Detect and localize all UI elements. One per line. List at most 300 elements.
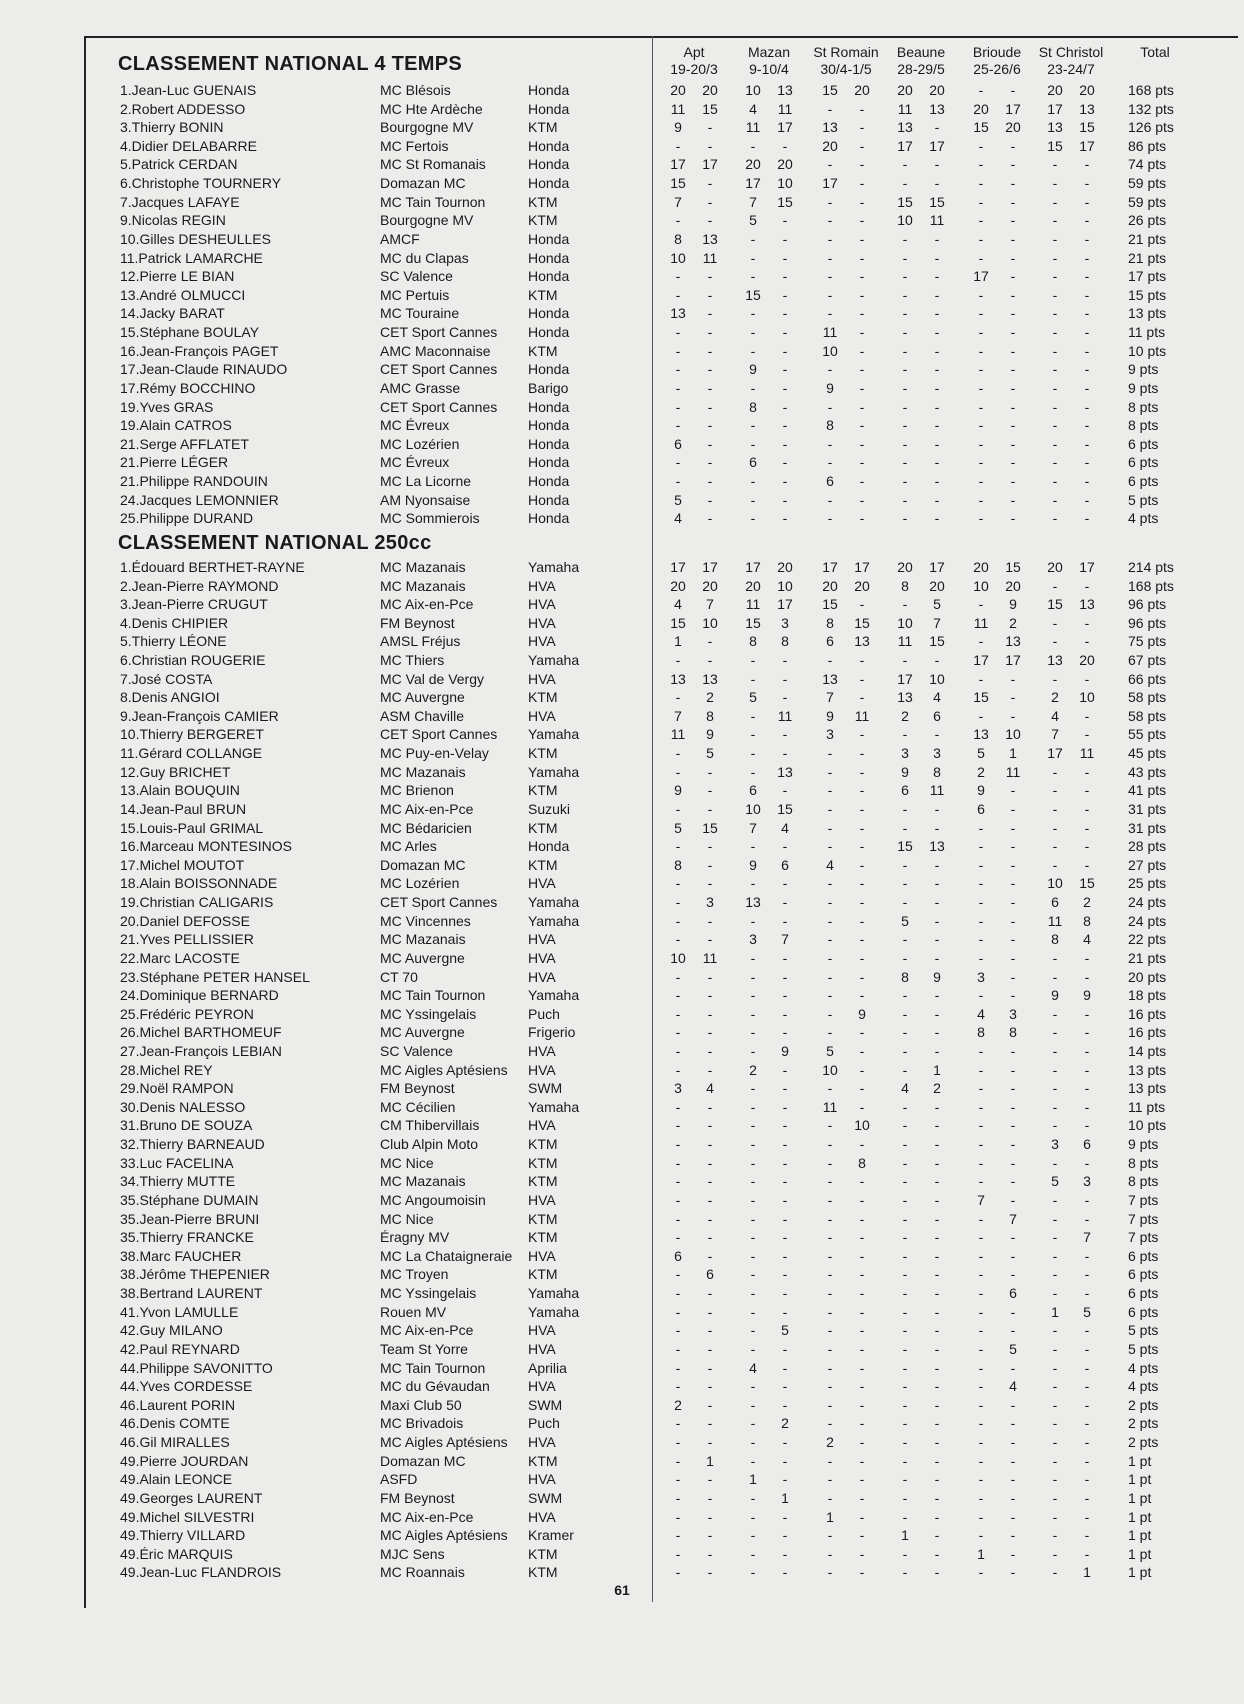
score-cell: -: [1010, 1266, 1016, 1283]
score-cell: 7: [674, 193, 682, 210]
score-cell: -: [782, 342, 788, 359]
score-cell: -: [827, 1136, 833, 1153]
table-row: [0, 360, 1244, 379]
score-cell: -: [859, 249, 865, 266]
score-cell: -: [707, 454, 713, 471]
score-cell: -: [934, 1489, 940, 1506]
score-cell: -: [1084, 324, 1090, 341]
score-cell: -: [1010, 1527, 1016, 1544]
score-cell: -: [1010, 212, 1016, 229]
club-name: MC La Licorne: [380, 473, 472, 490]
score-cell: 20: [929, 82, 945, 98]
score-cell: -: [902, 1061, 908, 1078]
score-cell: 9: [781, 1043, 789, 1059]
score-cell: -: [750, 1043, 756, 1059]
table-row: [0, 800, 1244, 819]
score-cell: -: [782, 987, 788, 1004]
motorcycle-brand: HVA: [528, 1378, 556, 1395]
score-cell: -: [934, 1359, 940, 1376]
score-cell: -: [750, 838, 756, 855]
score-cell: -: [827, 838, 833, 855]
score-cell: 20: [897, 82, 913, 98]
score-cell: -: [859, 1545, 865, 1562]
score-cell: -: [782, 305, 788, 322]
table-row: [0, 286, 1244, 305]
score-cell: -: [978, 1489, 984, 1506]
score-cell: -: [707, 193, 713, 210]
score-cell: -: [978, 1247, 984, 1264]
score-cell: -: [750, 137, 756, 154]
score-cell: -: [827, 1303, 833, 1320]
total-points: 43 pts: [1128, 763, 1167, 780]
score-cell: 10: [1047, 875, 1063, 892]
score-cell: 2: [901, 707, 909, 724]
score-cell: -: [782, 894, 788, 911]
score-cell: -: [675, 1285, 681, 1302]
score-cell: -: [934, 1266, 940, 1283]
score-cell: -: [675, 361, 681, 378]
score-cell: -: [934, 510, 940, 527]
score-cell: 11: [702, 949, 718, 966]
score-cell: 8: [706, 707, 714, 724]
motorcycle-brand: Yamaha: [528, 987, 580, 1004]
score-cell: -: [978, 707, 984, 724]
score-cell: 3: [826, 726, 834, 743]
rider-name: 42.Paul REYNARD: [120, 1340, 240, 1357]
table-row: [0, 491, 1244, 510]
club-name: MC Aigles Aptésiens: [380, 1527, 508, 1544]
score-cell: -: [934, 435, 940, 452]
score-cell: 8: [858, 1154, 866, 1171]
score-cell: 13: [929, 100, 945, 117]
club-name: Maxi Club 50: [380, 1396, 462, 1413]
table-row: [0, 193, 1244, 212]
score-cell: -: [1052, 1527, 1058, 1544]
motorcycle-brand: KTM: [528, 212, 558, 229]
club-name: MC Auvergne: [380, 1024, 465, 1041]
score-cell: -: [707, 1043, 713, 1059]
score-cell: 1: [781, 1489, 789, 1506]
score-cell: 1: [1083, 1564, 1091, 1581]
score-cell: 7: [1051, 726, 1059, 743]
score-cell: 8: [1009, 1024, 1017, 1041]
score-cell: -: [934, 931, 940, 948]
score-cell: -: [707, 800, 713, 817]
score-cell: -: [859, 1061, 865, 1078]
score-cell: -: [902, 1564, 908, 1581]
score-cell: -: [934, 1378, 940, 1395]
score-cell: -: [707, 651, 713, 668]
score-cell: 9: [858, 1005, 866, 1022]
score-cell: -: [827, 800, 833, 817]
score-cell: -: [1084, 1285, 1090, 1302]
score-cell: -: [978, 1396, 984, 1413]
score-cell: 10: [670, 249, 686, 266]
score-cell: -: [750, 670, 756, 687]
table-row: [0, 1172, 1244, 1191]
score-cell: -: [1010, 1545, 1016, 1562]
score-cell: -: [707, 1024, 713, 1041]
score-cell: -: [750, 1508, 756, 1525]
rider-name: 1.Jean-Luc GUENAIS: [120, 82, 257, 98]
score-cell: -: [902, 510, 908, 527]
total-points: 58 pts: [1128, 689, 1167, 706]
score-cell: -: [675, 651, 681, 668]
club-name: AMC Maconnaise: [380, 342, 491, 359]
score-cell: -: [675, 1043, 681, 1059]
score-cell: -: [782, 1117, 788, 1134]
rider-name: 2.Robert ADDESSO: [120, 100, 246, 117]
score-cell: -: [782, 1173, 788, 1190]
score-cell: -: [827, 894, 833, 911]
rider-name: 10.Thierry BERGERET: [120, 726, 264, 743]
score-cell: -: [1084, 1024, 1090, 1041]
motorcycle-brand: KTM: [528, 1452, 558, 1469]
score-cell: -: [1010, 379, 1016, 396]
score-cell: -: [1084, 1471, 1090, 1488]
score-cell: 20: [1047, 558, 1063, 575]
score-cell: -: [675, 1564, 681, 1581]
score-cell: -: [707, 968, 713, 985]
score-cell: -: [782, 912, 788, 929]
score-cell: -: [1010, 1434, 1016, 1451]
total-points: 24 pts: [1128, 912, 1167, 929]
score-cell: 17: [702, 558, 718, 575]
score-cell: -: [750, 1024, 756, 1041]
score-cell: -: [1052, 156, 1058, 173]
motorcycle-brand: Yamaha: [528, 763, 580, 780]
rider-name: 21.Yves PELLISSIER: [120, 931, 254, 948]
score-cell: -: [782, 1285, 788, 1302]
motorcycle-brand: Yamaha: [528, 651, 580, 668]
score-cell: -: [1084, 1415, 1090, 1432]
rider-name: 9.Jean-François CAMIER: [120, 707, 279, 724]
score-cell: 17: [1079, 137, 1095, 154]
score-cell: 4: [674, 510, 682, 527]
score-cell: 6: [826, 473, 834, 490]
score-cell: -: [827, 1024, 833, 1041]
motorcycle-brand: HVA: [528, 1322, 556, 1339]
table-row: [0, 1508, 1244, 1527]
club-name: FM Beynost: [380, 614, 455, 631]
motorcycle-brand: KTM: [528, 1173, 558, 1190]
score-cell: -: [934, 800, 940, 817]
score-cell: -: [707, 782, 713, 799]
score-cell: -: [934, 1340, 940, 1357]
club-name: Bourgogne MV: [380, 119, 474, 136]
motorcycle-brand: KTM: [528, 745, 558, 762]
club-name: SC Valence: [380, 1043, 453, 1059]
score-cell: -: [859, 175, 865, 192]
score-cell: -: [978, 193, 984, 210]
motorcycle-brand: HVA: [528, 670, 556, 687]
score-cell: -: [859, 800, 865, 817]
score-cell: 15: [973, 119, 989, 136]
table-row: [0, 211, 1244, 230]
score-cell: -: [827, 1154, 833, 1171]
table-row: [0, 1116, 1244, 1135]
rider-name: 30.Denis NALESSO: [120, 1098, 246, 1115]
score-cell: 13: [1079, 100, 1095, 117]
table-row: [0, 781, 1244, 800]
score-cell: -: [707, 1359, 713, 1376]
total-points: 21 pts: [1128, 230, 1167, 247]
score-cell: -: [978, 1340, 984, 1357]
score-cell: 5: [749, 689, 757, 706]
score-cell: -: [827, 1415, 833, 1432]
score-cell: -: [978, 398, 984, 415]
rider-name: 25.Frédéric PEYRON: [120, 1005, 254, 1022]
score-cell: -: [782, 379, 788, 396]
score-cell: -: [707, 305, 713, 322]
total-points: 16 pts: [1128, 1005, 1167, 1022]
score-cell: 2: [749, 1061, 757, 1078]
score-cell: -: [827, 1080, 833, 1097]
score-cell: -: [902, 324, 908, 341]
rider-name: 11.Gérard COLLANGE: [120, 745, 263, 762]
score-cell: -: [707, 1005, 713, 1022]
score-cell: -: [707, 268, 713, 285]
score-cell: -: [934, 1415, 940, 1432]
score-cell: 13: [745, 894, 761, 911]
total-points: 21 pts: [1128, 249, 1167, 266]
club-name: MC Tain Tournon: [380, 193, 486, 210]
club-name: MC Roannais: [380, 1564, 465, 1581]
score-cell: -: [902, 1396, 908, 1413]
rider-name: 17.Jean-Claude RINAUDO: [120, 361, 288, 378]
table-row: [0, 1563, 1244, 1582]
score-cell: -: [1084, 1545, 1090, 1562]
score-cell: -: [902, 726, 908, 743]
score-cell: -: [934, 342, 940, 359]
motorcycle-brand: Honda: [528, 491, 570, 508]
club-name: MC Bédaricien: [380, 819, 472, 836]
score-cell: -: [934, 1322, 940, 1339]
score-cell: -: [978, 1285, 984, 1302]
score-cell: -: [902, 1173, 908, 1190]
score-cell: -: [707, 1489, 713, 1506]
score-cell: 17: [1005, 100, 1021, 117]
score-cell: -: [827, 1527, 833, 1544]
score-cell: 15: [702, 819, 718, 836]
score-cell: 11: [929, 212, 945, 229]
rider-name: 24.Dominique BERNARD: [120, 987, 279, 1004]
score-cell: -: [978, 491, 984, 508]
club-name: MC Aigles Aptésiens: [380, 1061, 508, 1078]
score-cell: -: [1010, 193, 1016, 210]
score-cell: -: [827, 1359, 833, 1376]
table-row: [0, 1359, 1244, 1378]
club-name: MC Fertois: [380, 137, 449, 154]
score-cell: -: [859, 491, 865, 508]
motorcycle-brand: HVA: [528, 1043, 556, 1059]
score-cell: -: [675, 1136, 681, 1153]
score-cell: -: [978, 1136, 984, 1153]
score-cell: 10: [854, 1117, 870, 1134]
score-cell: -: [859, 435, 865, 452]
club-name: MC Aix-en-Pce: [380, 1508, 474, 1525]
score-cell: -: [707, 361, 713, 378]
score-cell: -: [1084, 1508, 1090, 1525]
total-points: 6 pts: [1128, 473, 1159, 490]
club-name: MC Arles: [380, 838, 437, 855]
score-cell: -: [707, 763, 713, 780]
score-cell: 15: [1047, 596, 1063, 613]
score-cell: 3: [1083, 1173, 1091, 1190]
score-cell: -: [782, 435, 788, 452]
score-cell: -: [782, 1434, 788, 1451]
rider-name: 5.Patrick CERDAN: [120, 156, 238, 173]
score-cell: -: [1084, 398, 1090, 415]
score-cell: -: [675, 342, 681, 359]
section-title: CLASSEMENT NATIONAL 4 TEMPS: [118, 53, 463, 75]
score-cell: 2: [1009, 614, 1017, 631]
score-cell: -: [934, 1043, 940, 1059]
score-cell: 20: [897, 558, 913, 575]
score-cell: -: [1084, 577, 1090, 594]
table-row: [0, 304, 1244, 323]
table-row: [0, 472, 1244, 491]
score-cell: -: [859, 305, 865, 322]
score-cell: -: [707, 342, 713, 359]
club-name: CET Sport Cannes: [380, 398, 498, 415]
total-points: 59 pts: [1128, 175, 1167, 192]
score-cell: -: [827, 1173, 833, 1190]
table-row: [0, 1228, 1244, 1247]
table-row: [0, 651, 1244, 670]
score-cell: -: [1010, 510, 1016, 527]
table-row: [0, 1154, 1244, 1173]
score-cell: -: [1084, 361, 1090, 378]
score-cell: 4: [749, 1359, 757, 1376]
score-cell: -: [827, 1489, 833, 1506]
total-points: 168 pts: [1128, 577, 1174, 594]
score-cell: -: [978, 1303, 984, 1320]
table-row: [0, 1452, 1244, 1471]
score-cell: -: [1010, 1322, 1016, 1339]
total-points: 58 pts: [1128, 707, 1167, 724]
column-header-dates: 25-26/6: [973, 61, 1021, 77]
score-cell: 10: [702, 614, 718, 631]
score-cell: -: [675, 1452, 681, 1469]
score-cell: -: [902, 1359, 908, 1376]
score-cell: -: [750, 510, 756, 527]
score-cell: -: [1010, 361, 1016, 378]
score-cell: 13: [897, 119, 913, 136]
score-cell: 17: [929, 137, 945, 154]
score-cell: -: [750, 1378, 756, 1395]
score-cell: -: [978, 838, 984, 855]
score-cell: -: [1084, 175, 1090, 192]
score-cell: -: [902, 491, 908, 508]
score-cell: -: [934, 156, 940, 173]
score-cell: -: [934, 875, 940, 892]
table-row: [0, 558, 1244, 577]
club-name: AMCF: [380, 230, 420, 247]
motorcycle-brand: HVA: [528, 1471, 556, 1488]
score-cell: -: [827, 1545, 833, 1562]
score-cell: -: [750, 1303, 756, 1320]
score-cell: -: [1084, 856, 1090, 873]
score-cell: -: [1084, 1527, 1090, 1544]
club-name: CET Sport Cannes: [380, 726, 498, 743]
score-cell: -: [782, 1471, 788, 1488]
score-cell: 15: [1079, 875, 1095, 892]
score-cell: -: [1010, 268, 1016, 285]
score-cell: 3: [901, 745, 909, 762]
score-cell: -: [782, 949, 788, 966]
motorcycle-brand: KTM: [528, 1545, 558, 1562]
score-cell: -: [1052, 1322, 1058, 1339]
score-cell: 9: [1083, 987, 1091, 1004]
score-cell: -: [675, 1415, 681, 1432]
score-cell: -: [707, 1210, 713, 1227]
score-cell: -: [1084, 1154, 1090, 1171]
column-header: [1031, 44, 1111, 78]
score-cell: -: [934, 1117, 940, 1134]
score-cell: -: [902, 651, 908, 668]
score-cell: -: [675, 800, 681, 817]
score-cell: 15: [897, 838, 913, 855]
total-points: 2 pts: [1128, 1415, 1159, 1432]
score-cell: 20: [1079, 651, 1095, 668]
score-cell: 13: [670, 670, 686, 687]
score-cell: 7: [1009, 1210, 1017, 1227]
score-cell: -: [902, 268, 908, 285]
table-row: [0, 379, 1244, 398]
rider-name: 13.Alain BOUQUIN: [120, 782, 240, 799]
table-row: [0, 509, 1244, 528]
score-cell: -: [1084, 268, 1090, 285]
score-cell: -: [1052, 577, 1058, 594]
score-cell: -: [1052, 670, 1058, 687]
score-cell: -: [1052, 633, 1058, 650]
score-cell: 10: [822, 1061, 838, 1078]
score-cell: 17: [777, 119, 793, 136]
score-cell: 8: [977, 1024, 985, 1041]
club-name: MC Touraine: [380, 305, 460, 322]
score-cell: -: [707, 633, 713, 650]
table-row: [0, 1377, 1244, 1396]
club-name: MC Sommierois: [380, 510, 480, 527]
score-cell: -: [675, 1378, 681, 1395]
score-cell: -: [859, 670, 865, 687]
club-name: CT 70: [380, 968, 418, 985]
score-cell: 4: [977, 1005, 985, 1022]
score-cell: -: [859, 1136, 865, 1153]
score-cell: -: [978, 82, 984, 98]
score-cell: -: [782, 454, 788, 471]
score-cell: -: [859, 1266, 865, 1283]
score-cell: -: [902, 286, 908, 303]
score-cell: -: [750, 1136, 756, 1153]
score-cell: -: [707, 324, 713, 341]
score-cell: -: [675, 1154, 681, 1171]
column-header-event: St Christol: [1038, 44, 1104, 60]
score-cell: -: [707, 1340, 713, 1357]
score-cell: 20: [1047, 82, 1063, 98]
motorcycle-brand: Honda: [528, 82, 570, 98]
score-cell: -: [750, 342, 756, 359]
column-header: [957, 44, 1037, 78]
score-cell: -: [859, 1378, 865, 1395]
rider-name: 29.Noël RAMPON: [120, 1080, 234, 1097]
score-cell: -: [675, 1359, 681, 1376]
score-cell: -: [750, 1564, 756, 1581]
table-row: [0, 819, 1244, 838]
score-cell: -: [902, 949, 908, 966]
club-name: MC Lozérien: [380, 435, 460, 452]
